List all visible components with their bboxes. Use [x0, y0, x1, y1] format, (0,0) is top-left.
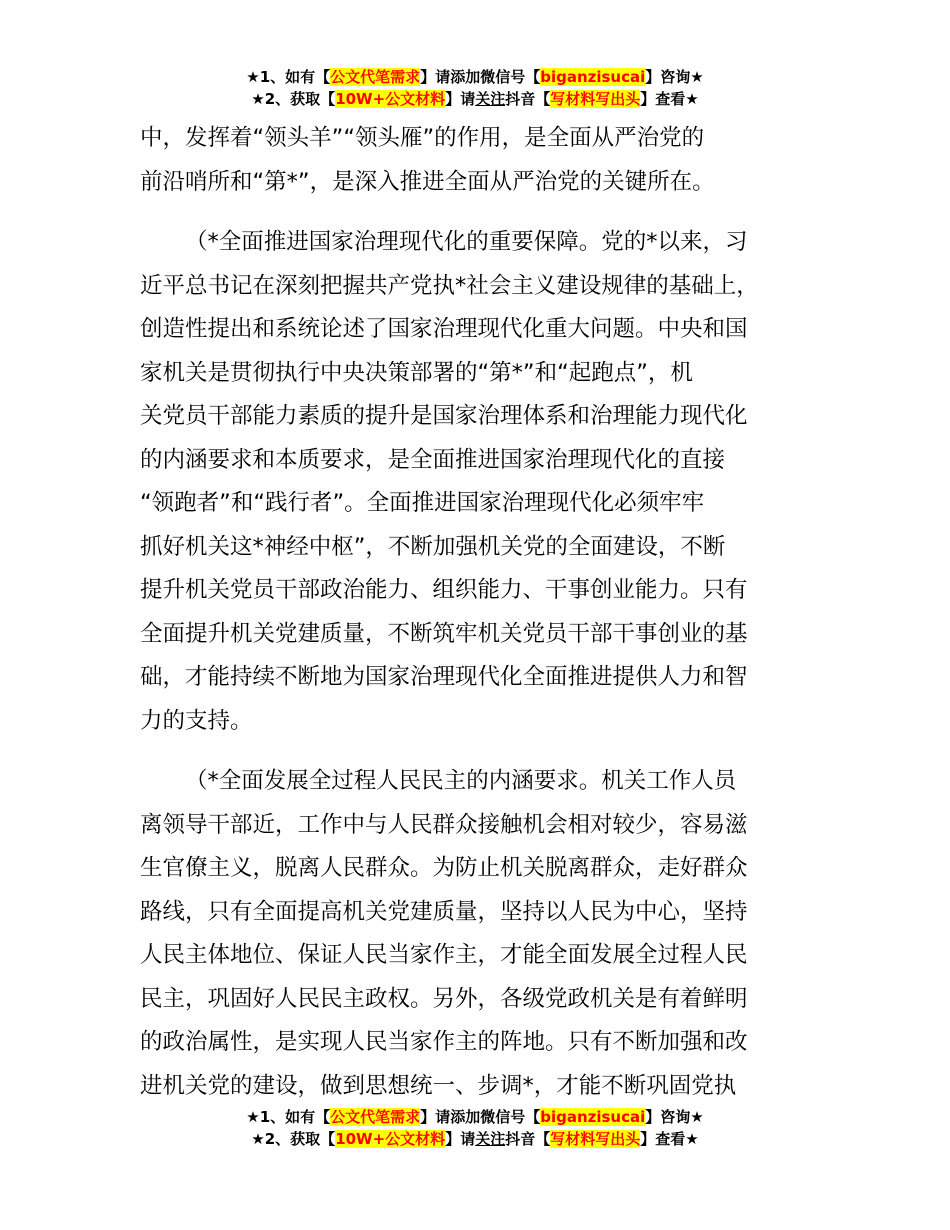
text-line: 人民主体地位、保证人民当家作主，才能全面发展全过程人民 [140, 942, 748, 968]
banner-line-2 [0, 88, 950, 110]
banner-highlight-wechat: biganzisucai [540, 68, 646, 86]
banner-text: 抖音【 [505, 1130, 551, 1148]
text-line: 抓好机关这*神经中枢”，不断加强机关党的全面建设，不断 [140, 533, 726, 560]
banner-line-2 [0, 1128, 950, 1150]
header-banner [0, 66, 950, 110]
paragraph-3 [140, 760, 840, 1108]
banner-text: 】请添加微信号【 [420, 68, 541, 86]
banner-highlight: 10W+公文材料 [335, 90, 446, 108]
paragraph-2 [140, 221, 840, 743]
banner-text: 】请添加微信号【 [420, 1108, 541, 1126]
text-line: 中，发挥着“领头羊”“领头雁”的作用，是全面从严治党的 [140, 125, 705, 151]
banner-text: 】咨询★ [645, 68, 704, 86]
text-line: 力的支持。 [140, 707, 253, 734]
banner-text: ★1、如有【 [246, 1108, 331, 1126]
banner-text: 】请 [445, 1130, 476, 1148]
banner-text: 】咨询★ [645, 1108, 704, 1126]
banner-text: 】查看★ [640, 1130, 699, 1148]
footer-banner [0, 1106, 950, 1150]
banner-text: 】查看★ [640, 90, 699, 108]
text-line: 家机关是贯彻执行中央决策部署的“第*”和“起跑点”，机 [140, 359, 693, 386]
banner-text: 抖音【 [505, 90, 551, 108]
banner-text: 】请 [445, 90, 476, 108]
text-line: 路线，只有全面提高机关党建质量，坚持以人民为中心，坚持 [140, 898, 748, 925]
text-line: 全面提升机关党建质量，不断筑牢机关党员干部干事创业的基 [140, 620, 748, 647]
banner-highlight: 公文代笔需求 [330, 68, 421, 86]
banner-highlight-wechat: biganzisucai [540, 1108, 646, 1126]
banner-underline: 关注 [475, 90, 506, 108]
text-line: 础，才能持续不断地为国家治理现代化全面推进提供人力和智 [140, 664, 748, 690]
paragraph-1 [140, 117, 840, 204]
banner-line-1 [0, 1106, 950, 1128]
banner-highlight-douyin: 写材料写出头 [550, 1130, 641, 1148]
text-line: （*全面发展全过程人民民主的内涵要求。机关工作人员 [185, 768, 737, 794]
text-line: （*全面推进国家治理现代化的重要保障。党的*以来，习 [185, 229, 748, 255]
text-line: 生官僚主义，脱离人民群众。为防止机关脱离群众，走好群众 [140, 855, 748, 881]
text-line: 前沿哨所和“第*”，是深入推进全面从严治党的关键所在。 [140, 168, 715, 195]
text-line: 进机关党的建设，做到思想统一、步调*，才能不断巩固党执 [140, 1072, 737, 1099]
banner-text: ★2、获取【 [251, 1130, 336, 1148]
banner-highlight: 10W+公文材料 [335, 1130, 446, 1148]
text-line: 民主，巩固好人民民主政权。另外，各级党政机关是有着鲜明 [140, 985, 748, 1012]
banner-line-1 [0, 66, 950, 88]
text-line: 关党员干部能力素质的提升是国家治理体系和治理能力现代化 [140, 403, 748, 429]
text-line: 的政治属性，是实现人民当家作主的阵地。只有不断加强和改 [140, 1029, 748, 1055]
text-line: 的内涵要求和本质要求，是全面推进国家治理现代化的直接 [140, 446, 726, 473]
banner-text: ★2、获取【 [251, 90, 336, 108]
banner-underline: 关注 [475, 1130, 506, 1148]
banner-highlight: 公文代笔需求 [330, 1108, 421, 1126]
text-line: “领跑者”和“践行者”。全面推进国家治理现代化必须牢牢 [140, 490, 705, 516]
text-line: 创造性提出和系统论述了国家治理现代化重大问题。中央和国 [140, 316, 748, 342]
text-line: 离领导干部近，工作中与人民群众接触机会相对较少，容易滋 [140, 811, 748, 838]
text-line: 提升机关党员干部政治能力、组织能力、干事创业能力。只有 [140, 577, 748, 603]
document-body [140, 117, 840, 1108]
banner-highlight-douyin: 写材料写出头 [550, 90, 641, 108]
banner-text: ★1、如有【 [246, 68, 331, 86]
text-line: 近平总书记在深刻把握共产党执*社会主义建设规律的基础上， [140, 272, 759, 299]
